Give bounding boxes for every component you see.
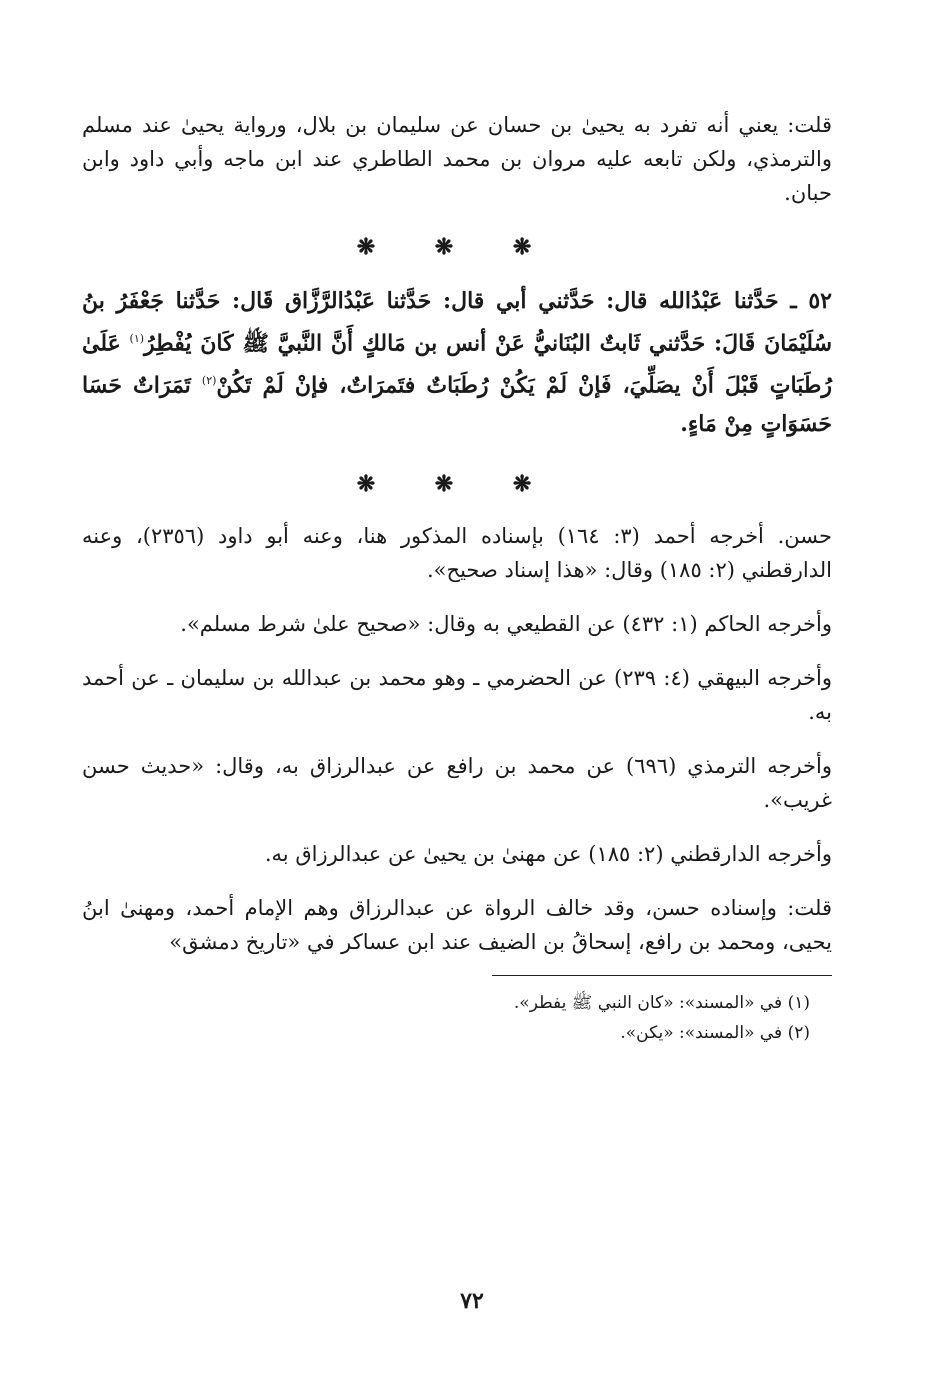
book-page [82,108,832,1375]
takhrij-paragraph-1: حسن. أخرجه أحمد (٣: ١٦٤) بإسناده المذكور هنا، وعنه أبو داود (٢٣٥٦)، وعنه الدارقطني (٢: ١٨٥) وقال: «هذا إسناد صحيح». [82,523,832,582]
takhrij-paragraph-6: قلت: وإسناده حسن، وقد خالف الرواة عن عبدالرزاق وهم الإمام أحمد، ومهنىٰ ابنُ يحيى، ومحمد بن رافع، إسحاقُ بن الضيف عند ابن عساكر في «تاريخ دمشق» [82,895,832,954]
takhrij-paragraph-4: وأخرجه الترمذي (٦٩٦) عن محمد بن رافع عن عبدالرزاق به، وقال: «حديث حسن غريب». [82,753,832,812]
hadith-part-1: ٥٢ ـ حَدَّثنا عَبْدُالله قال: حَدَّثني أبي قال: حَدَّثنا عَبْدُالرَّزَّاق قَال: حَدَّثنا جَعْفَرُ بنُ سُلَيْمَانَ قَالَ: حَدَّثني ثَابتٌ البُنَانيُّ عَنْ أنس بن مَالكٍ أَنَّ النَّبيَّ ﷺ كَانَ يُفْطِرُ [82,288,833,357]
intro-paragraph: قلت: يعني أنه تفرد به يحيىٰ بن حسان عن سليمان بن بلال، ورواية يحيىٰ عند مسلم والترمذي، ولكن تابعه عليه مروان بن محمد الطاطري عند ابن ماجه وأبي داود وابن حبان. [82,113,832,205]
hadith-part-2: عَلَىٰ رُطَبَاتٍ قَبْلَ أَنْ يصَلِّيَ، فَإنْ لَمْ يَكُنْ رُطَبَاتٌ فتَمرَاتٌ، فإنْ لَمْ تَكُنْ [82,330,832,399]
footnote-1: (١) في «المسند»: «كان النبي ﷺ يفطر». [513,992,810,1013]
footnote-marker-2: (٢) [201,374,217,388]
footnote-2: (٢) في «المسند»: «يكن». [620,1022,810,1043]
hadith-part-3: تَمَرَاتٌ حَسَا حَسَوَاتٍ مِنْ مَاءٍ. [82,372,832,437]
footnote-marker-1: (١) [129,332,145,345]
takhrij-paragraph-3: وأخرجه البيهقي (٤: ٢٣٩) عن الحضرمي ـ وهو محمد بن عبدالله بن سليمان ـ عن أحمد به. [82,665,832,724]
footnote-divider [492,975,832,976]
takhrij-paragraph-5: وأخرجه الدارقطني (٢: ١٨٥) عن مهنىٰ بن يحيىٰ عن عبدالرزاق به. [264,841,832,866]
hadith-text [82,282,832,443]
section-separator: ❋ ❋ ❋ [356,234,558,260]
footnotes [82,988,810,1048]
section-separator-2: ❋ ❋ ❋ [356,470,558,497]
page-number: ٧٢ [460,1288,484,1314]
takhrij-paragraph-2: وأخرجه الحاكم (١: ٤٣٢) عن القطيعي به وقال: «صحيح علىٰ شرط مسلم». [180,611,832,636]
